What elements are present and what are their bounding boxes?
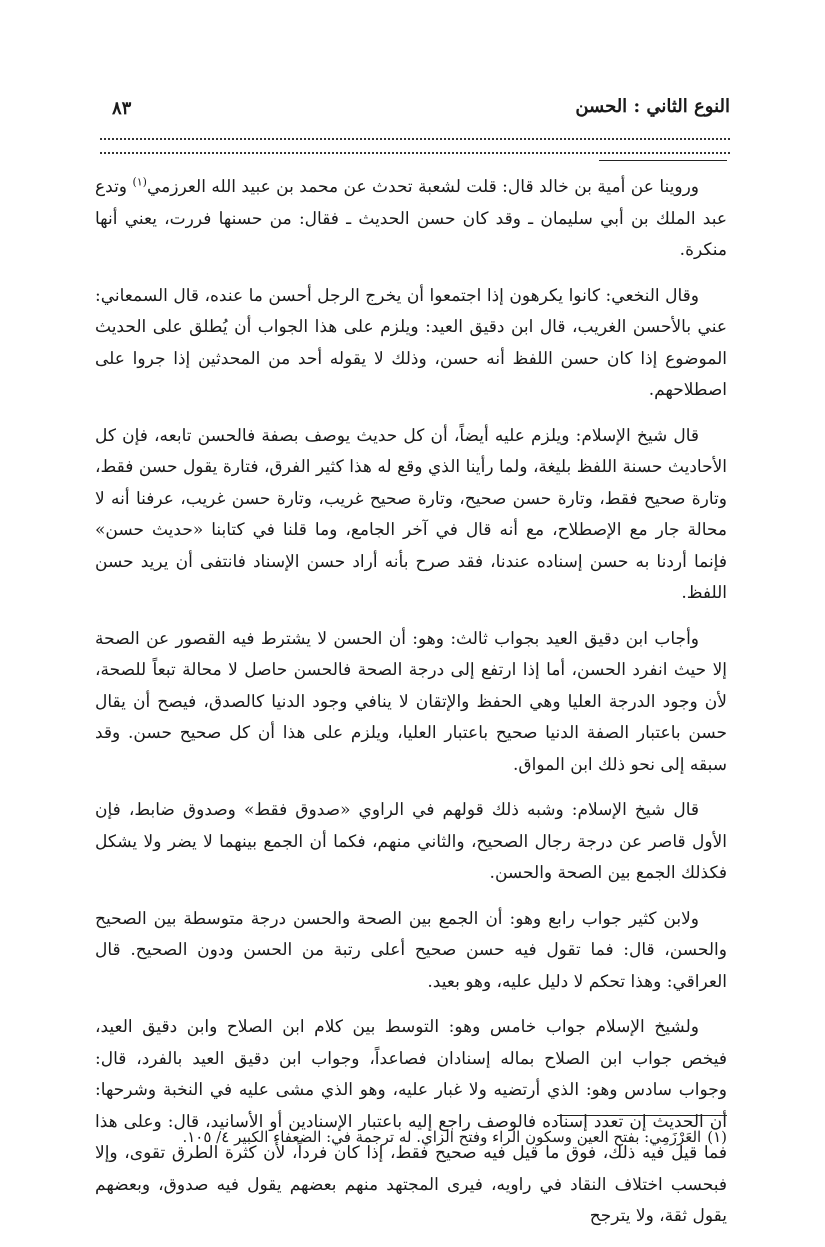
- footnote-rule: [557, 1115, 727, 1116]
- paragraph-5: قال شيخ الإسلام: وشبه ذلك قولهم في الراوي «صدوق فقط» وصدوق ضابط، فإن الأول قاصر عن درجة رجال الصحيح، والثاني منهم، فكما أن الجمع بينهما لا يضر ولا يشكل فكذلك الجمع بين الصحة والحسن.: [95, 800, 727, 883]
- page-number: ٨٣: [112, 98, 132, 119]
- footnote-text: العَرْزَمِي: بفتح العين وسكون الراء وفتح الزاي. له ترجمة في: الضعفاء الكبير ٤/ ١٠٥.: [182, 1128, 702, 1146]
- paragraph-1: [95, 172, 727, 267]
- page-header: [100, 96, 730, 126]
- text-start-rule: [599, 160, 727, 161]
- paragraph-1-text-after: وتدع عبد الملك بن أبي سليمان ـ وقد كان حسن الحديث ـ فقال: من حسنها فررت، يعني أنها منكرة.: [95, 177, 727, 260]
- footnote-mark: (١): [707, 1128, 727, 1146]
- main-text: [95, 172, 727, 1247]
- paragraph-7: ولشيخ الإسلام جواب خامس وهو: التوسط بين كلام ابن الصلاح وابن دقيق العيد، فيخص جواب ابن الصلاح بماله إسنادان فصاعداً، وجواب ابن دقيق العيد بالفرد، قال: وجواب سادس وهو: الذي أرتضيه ولا غبار عليه، وهو الذي مشى عليه في النخبة وشرحها: أن الحديث إن تعدد إسناده فالوصف راجع إليه باعتبار الإسنادين أو الأسانيد، قال: وعلى هذا فما قيل فيه ذلك، فوق ما قيل فيه صحيح فقط، إذا كان فرداً، لأن كثرة الطرق تقوى، وإلا فبحسب اختلاف النقاد في راويه، فيرى المجتهد منهم بعضهم يقول فيه صدوق، وبعضهم يقول ثقة، ولا يترجح: [95, 1017, 727, 1226]
- header-dotted-rule-lower: [100, 152, 730, 154]
- paragraph-6: ولابن كثير جواب رابع وهو: أن الجمع بين الصحة والحسن درجة متوسطة بين الصحيح والحسن، قال: فما تقول فيه حسن صحيح أعلى رتبة من الحسن ودون الصحيح. قال العراقي: وهذا تحكم لا دليل عليه، وهو بعيد.: [95, 908, 727, 992]
- paragraph-3: قال شيخ الإسلام: ويلزم عليه أيضاً، أن كل حديث يوصف بصفة فالحسن تابعه، فإن كل الأحاديث حسنة اللفظ بليغة، ولما رأينا الذي وقع له هذا كثير الفرق، فتارة يقول حسن فقط، وتارة صحيح فقط، وتارة حسن صحيح، وتارة صحيح غريب، وتارة حسن غريب، عرفنا أنه لا محالة جار مع الإصطلاح، مع أنه قال في آخر الجامع، وما قلنا في كتابنا «حديث حسن» فإنما أردنا به حسن إسناده عندنا، فقد صرح بأنه أراد حسن الإسناد فانتفى أن يريد حسن اللفظ.: [95, 425, 727, 603]
- footnote: [95, 1124, 727, 1150]
- header-dotted-rule: [100, 138, 730, 140]
- paragraph-4: وأجاب ابن دقيق العيد بجواب ثالث: وهو: أن الحسن لا يشترط فيه القصور عن الصحة إلا حيث انفرد الحسن، أما إذا ارتفع إلى درجة الصحة فالحسن حاصل لا محالة تبعاً للصحة، لأن وجود الدرجة العليا وهي الحفظ والإتقان لا ينافي وجود الدنيا كالصدق، فيصح أن يقال حسن باعتبار الصفة الدنيا صحيح باعتبار العليا، ويلزم على هذا أن كل صحيح حسن. وقد سبقه إلى نحو ذلك ابن المواق.: [95, 628, 727, 775]
- paragraph-1-text-before: وروينا عن أمية بن خالد قال: قلت لشعبة تحدث عن محمد بن عبيد الله العرزمي: [146, 177, 699, 197]
- paragraph-2: وقال النخعي: كانوا يكرهون إذا اجتمعوا أن يخرج الرجل أحسن ما عنده، قال السمعاني: عني بالأحسن الغريب، قال ابن دقيق العيد: ويلزم على هذا الجواب أن يُطلق على الحديث الموضوع إذا كان حسن اللفظ أنه حسن، وذلك لا يقوله أحد من المحدثين إذا جروا على اصطلاحهم.: [95, 285, 727, 400]
- footnote-reference[interactable]: (١): [132, 175, 147, 189]
- running-title: النوع الثاني : الحسن: [575, 96, 730, 117]
